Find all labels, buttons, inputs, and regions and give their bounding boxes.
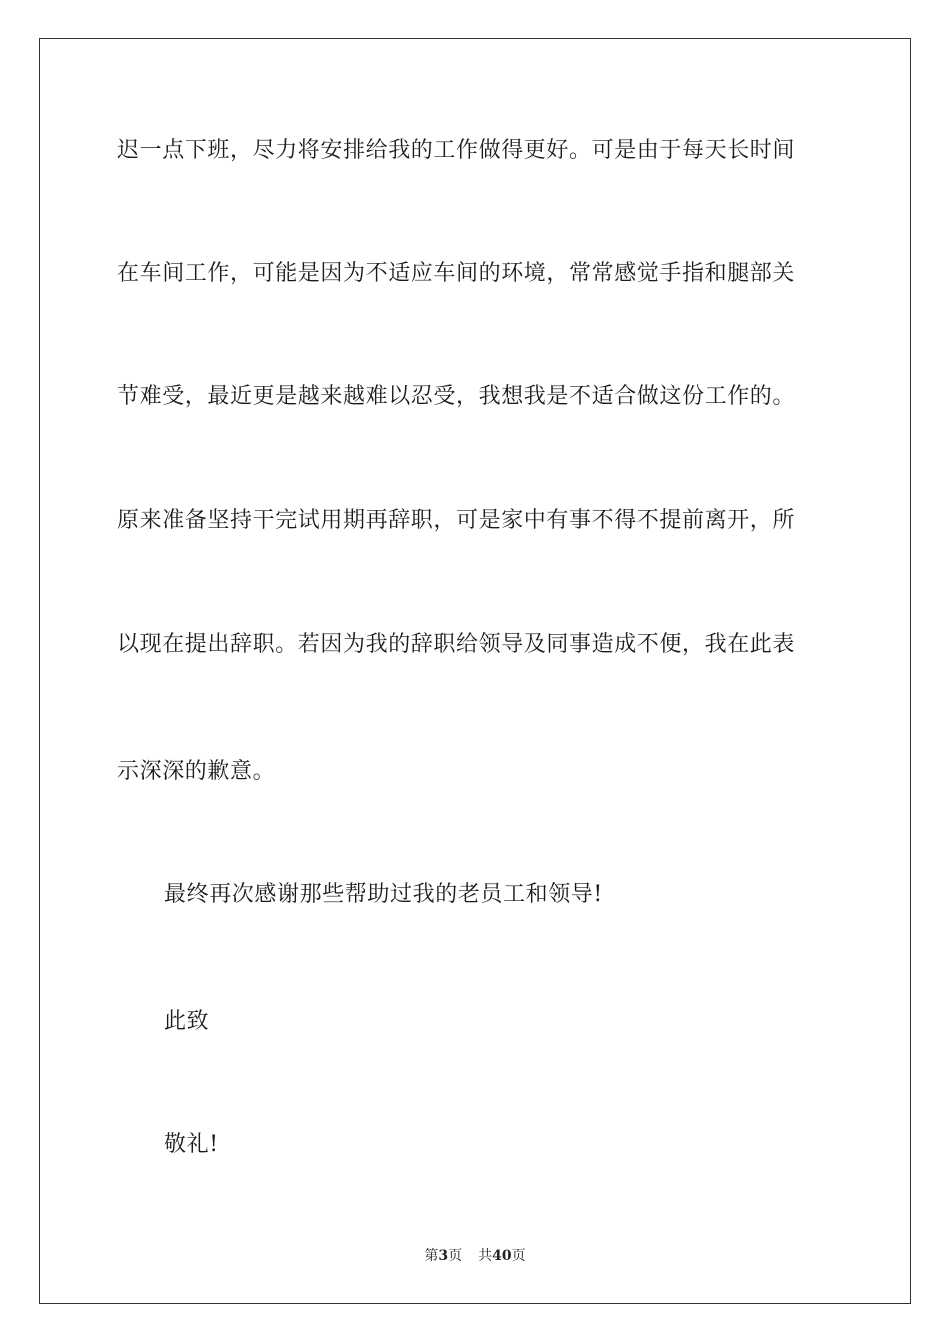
- page-suffix: 页: [448, 1248, 463, 1264]
- body-line-1: 迟一点下班，尽力将安排给我的工作做得更好。可是由于每天长时间: [117, 138, 796, 163]
- total-prefix: 共: [478, 1248, 493, 1264]
- body-line-4: 原来准备坚持干完试用期再辞职，可是家中有事不得不提前离开，所: [117, 508, 796, 533]
- total-page-count: 40: [492, 1248, 512, 1264]
- body-line-6: 示深深的歉意。: [117, 759, 276, 784]
- thanks-line: 最终再次感谢那些帮助过我的老员工和领导!: [164, 882, 603, 907]
- page-border: [39, 38, 911, 1304]
- page-prefix: 第: [424, 1248, 439, 1264]
- total-suffix: 页: [511, 1248, 526, 1264]
- closing-regards: 敬礼!: [164, 1132, 219, 1157]
- page-number-footer: [0, 1247, 950, 1265]
- closing-salutation: 此致: [164, 1009, 210, 1034]
- body-line-5: 以现在提出辞职。若因为我的辞职给领导及同事造成不便，我在此表: [117, 632, 796, 657]
- body-line-3: 节难受，最近更是越来越难以忍受，我想我是不适合做这份工作的。: [117, 384, 796, 409]
- body-line-2: 在车间工作，可能是因为不适应车间的环境，常常感觉手指和腿部关: [117, 261, 796, 286]
- current-page-number: 3: [438, 1248, 449, 1264]
